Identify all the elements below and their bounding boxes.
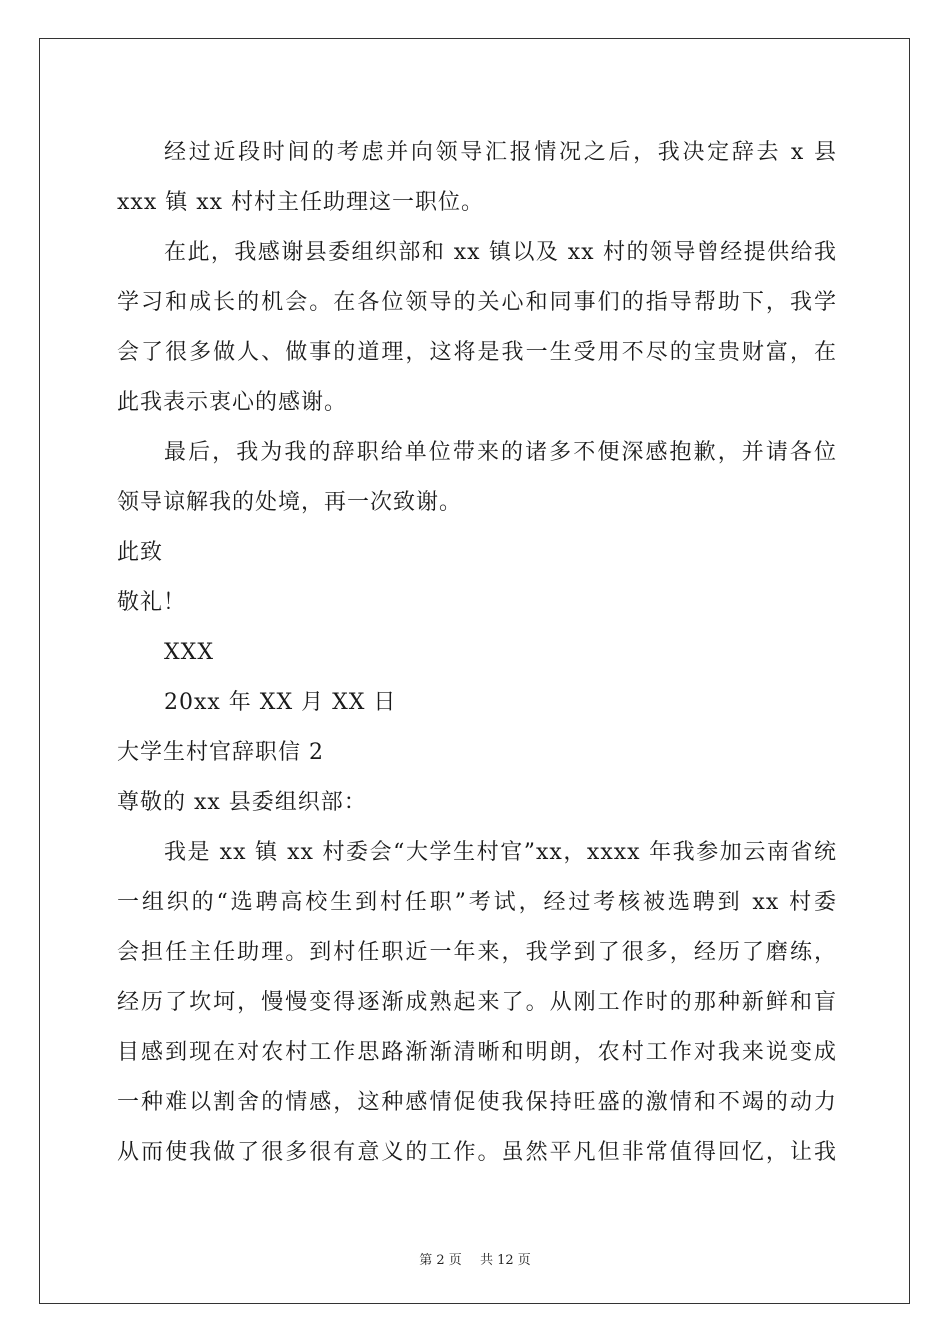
text-line: 会了很多做人、做事的道理，这将是我一生受用不尽的宝贵财富，在: [117, 340, 837, 365]
text-line: 目感到现在对农村工作思路渐渐清晰和明朗，农村工作对我来说变成: [117, 1040, 837, 1065]
text-line: xxx 镇 xx 村村主任助理这一职位。: [117, 190, 485, 215]
text-line: 学习和成长的机会。在各位领导的关心和同事们的指导帮助下，我学: [117, 290, 837, 315]
text-line: 经历了坎坷，慢慢变得逐渐成熟起来了。从刚工作时的那种新鲜和盲: [117, 990, 837, 1015]
page-total: 共 12 页: [479, 1253, 531, 1268]
text-line: 经过近段时间的考虑并向领导汇报情况之后，我决定辞去 x 县: [164, 140, 837, 165]
text-line: 此我表示衷心的感谢。: [117, 390, 348, 415]
text-line: 大学生村官辞职信 2: [117, 740, 324, 765]
text-line: XXX: [164, 640, 214, 665]
document-body: [117, 128, 837, 1178]
text-line: 领导谅解我的处境，再一次致谢。: [117, 490, 463, 515]
text-line: 最后，我为我的辞职给单位带来的诸多不便深感抱歉，并请各位: [164, 440, 837, 465]
text-line: 从而使我做了很多很有意义的工作。虽然平凡但非常值得回忆，让我: [117, 1140, 837, 1165]
text-line: 尊敬的 xx 县委组织部：: [117, 790, 367, 815]
text-line: 我是 xx 镇 xx 村委会“大学生村官”xx，xxxx 年我参加云南省统: [164, 840, 837, 865]
page-footer: [0, 1249, 950, 1268]
text-line: 敬礼！: [117, 590, 187, 615]
text-line: 20xx 年 XX 月 XX 日: [164, 690, 397, 715]
page-number: 第 2 页: [419, 1253, 462, 1268]
text-line: 在此，我感谢县委组织部和 xx 镇以及 xx 村的领导曾经提供给我: [164, 240, 837, 265]
text-line: 一种难以割舍的情感，这种感情促使我保持旺盛的激情和不竭的动力: [117, 1090, 837, 1115]
text-line: 一组织的“选聘高校生到村任职”考试，经过考核被选聘到 xx 村委: [117, 890, 837, 915]
text-line: 此致: [117, 540, 164, 565]
text-line: 会担任主任助理。到村任职近一年来，我学到了很多，经历了磨练，: [117, 940, 837, 965]
